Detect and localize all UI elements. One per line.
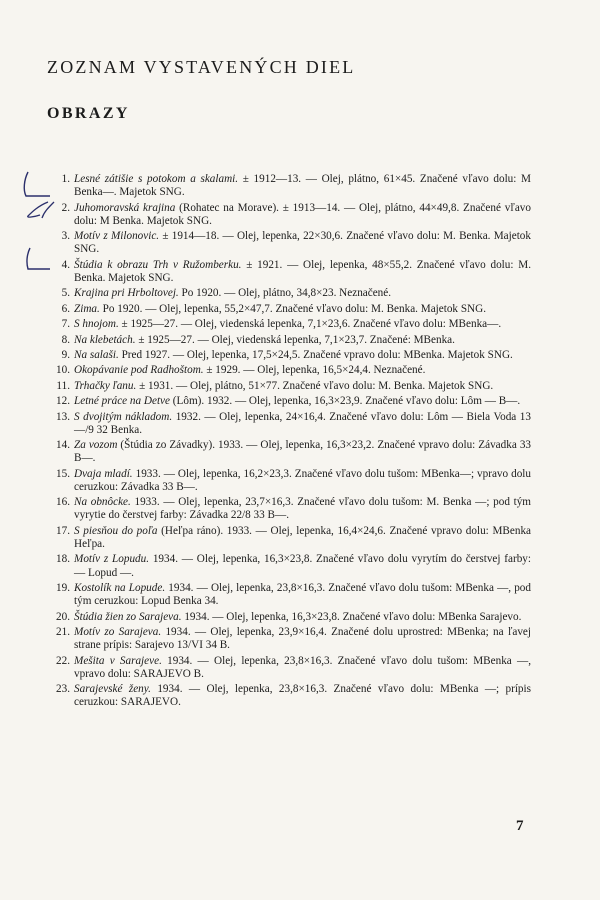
entry-details: 1934. — Olej, lepenka, 23,8×16,3. Značené vľavo dolu: MBenka —; prípis ceruzkou: SARAJEVO.: [74, 683, 531, 709]
list-item: [26, 259, 531, 285]
entry-details: ± 1931. — Olej, plátno, 51×77. Značené vľavo dolu: M. Benka. Majetok SNG.: [136, 379, 494, 392]
entry-title: Zima.: [74, 302, 100, 315]
entry-details: (Štúdia zo Závadky). 1933. — Olej, lepenka, 16,3×23,2. Značené vpravo dolu: Závadka 33 B—.: [74, 439, 532, 465]
list-item: [26, 582, 531, 608]
list-item: [26, 287, 531, 300]
entry-text: [74, 395, 531, 408]
entry-title: Na obnôcke.: [74, 496, 131, 509]
entry-text: [74, 173, 531, 199]
list-item: [26, 553, 531, 579]
entry-title: Motív z Lopudu.: [74, 553, 150, 566]
entry-details: Po 1920. — Olej, plátno, 34,8×23. Neznačené.: [178, 287, 392, 300]
entry-title: Na klebetách.: [74, 333, 136, 346]
entry-text: [74, 626, 531, 652]
entry-number: 9.: [61, 348, 70, 361]
entry-text: [74, 496, 531, 522]
list-item: [26, 496, 531, 522]
entry-text: [74, 349, 531, 362]
entry-title: Sarajevské ženy.: [74, 683, 151, 696]
entry-number: 2.: [61, 201, 70, 214]
entry-number: 6.: [61, 302, 70, 315]
entry-number: 19.: [56, 582, 70, 595]
entry-text: [74, 683, 531, 709]
list-item: [26, 611, 531, 624]
entry-details: (Rohatec na Morave). ± 1913—14. — Olej, plátno, 44×49,8. Značené vľavo dolu: M Benka. Majetok SNG.: [74, 201, 531, 227]
entry-details: 1933. — Olej, lepenka, 23,7×16,3. Značené vľavo dolu tušom: M. Benka —; pod tým vyrytie do čerstvej farby: Závadka 22/8 33 B—.: [74, 496, 532, 522]
entry-number: 22.: [56, 654, 70, 667]
entry-number: 20.: [56, 610, 70, 623]
entry-number: 21.: [56, 626, 70, 639]
entry-text: [74, 287, 531, 300]
entry-number: 1.: [61, 173, 70, 185]
entry-text: [74, 611, 531, 624]
entry-number: 15.: [56, 467, 70, 480]
list-item: [26, 395, 531, 408]
entry-number: 8.: [61, 333, 70, 346]
entry-title: Juhomoravská krajina: [74, 201, 176, 214]
entry-details: 1933. — Olej, lepenka, 16,2×23,3. Značené vľavo dolu tušom: MBenka—; vpravo dolu ceruzkou: Závadka 33 B—.: [74, 467, 531, 493]
entry-text: [74, 582, 531, 608]
entry-text: [74, 364, 531, 377]
entry-number: 12.: [56, 395, 70, 408]
entry-details: ± 1929. — Olej, lepenka, 16,5×24,4. Neznačené.: [203, 364, 426, 377]
entry-text: [74, 525, 531, 551]
entry-text: [74, 303, 531, 316]
entry-text: [74, 411, 531, 437]
list-item: [26, 202, 531, 228]
entry-title: Na salaši.: [74, 348, 119, 361]
catalogue-list: [26, 173, 531, 712]
entry-title: S piesňou do poľa: [74, 524, 158, 537]
entry-number: 13.: [56, 410, 70, 423]
list-item: [26, 626, 531, 652]
entry-text: [74, 334, 531, 347]
entry-title: Motív z Milonovic.: [74, 230, 160, 243]
list-item: [26, 364, 531, 377]
entry-number: 10.: [56, 364, 70, 377]
entry-details: ± 1914—18. — Olej, lepenka, 22×30,6. Značené vľavo dolu: M. Benka. Majetok SNG.: [74, 230, 531, 256]
list-item: [26, 655, 531, 681]
entry-title: Krajina pri Hrboltovej.: [74, 287, 179, 300]
entry-number: 5.: [61, 287, 70, 300]
entry-title: Letné práce na Detve: [74, 395, 170, 408]
list-item: [26, 380, 531, 393]
entry-text: [74, 439, 531, 465]
entry-text: [74, 553, 531, 579]
entry-number: 14.: [56, 439, 70, 452]
list-item: [26, 173, 531, 199]
entry-title: Okopávanie pod Radhoštom.: [74, 364, 204, 377]
entry-number: 23.: [56, 683, 70, 696]
entry-text: [74, 380, 531, 393]
entry-details: 1934. — Olej, lepenka, 16,3×23,8. Značené vľavo dolu: MBenka Sarajevo.: [181, 610, 522, 623]
entry-title: Za vozom: [74, 439, 118, 452]
entry-number: 11.: [56, 379, 70, 392]
entry-details: 1934. — Olej, lepenka, 23,9×16,4. Značené dolu uprostred: MBenka; na ľavej strane prípis: Sarajevo 13/VI 34 B.: [74, 626, 531, 652]
entry-details: 1934. — Olej, lepenka, 16,3×23,8. Značené vľavo dolu vyrytím do čerstvej farby: — Lopud —.: [74, 553, 531, 579]
entry-text: [74, 318, 531, 331]
entry-text: [74, 202, 531, 228]
entry-title: Mešita v Sarajeve.: [74, 654, 162, 667]
entry-text: [74, 468, 531, 494]
entry-title: Trhačky ľanu.: [74, 379, 137, 392]
entry-details: ± 1925—27. — Olej, viedenská lepenka, 7,1×23,6. Značené vľavo dolu: MBenka—.: [118, 318, 502, 331]
list-item: [26, 411, 531, 437]
entry-text: [74, 230, 531, 256]
entry-title: Lesné zátišie s potokom a skalami.: [74, 173, 239, 185]
entry-title: Motív zo Sarajeva.: [74, 626, 162, 639]
entry-text: [74, 259, 531, 285]
entry-title: Štúdia žien zo Sarajeva.: [74, 610, 182, 623]
entry-number: 18.: [56, 553, 70, 566]
list-item: [26, 349, 531, 362]
entry-number: 17.: [56, 524, 70, 537]
entry-details: ± 1921. — Olej, lepenka, 48×55,2. Značené vľavo dolu: M. Benka. Majetok SNG.: [74, 258, 531, 284]
entry-details: (Lôm). 1932. — Olej, lepenka, 16,3×23,9. Značené vľavo dolu: Lôm — B—.: [170, 395, 521, 408]
entry-details: 1932. — Olej, lepenka, 24×16,4. Značené vľavo dolu: Lôm — Biela Voda 13—/9 32 Benka.: [74, 410, 531, 436]
list-item: [26, 303, 531, 316]
entry-details: Po 1920. — Olej, lepenka, 55,2×47,7. Značené vľavo dolu: M. Benka. Majetok SNG.: [99, 302, 487, 315]
list-item: [26, 439, 531, 465]
page-title: ZOZNAM VYSTAVENÝCH DIEL: [47, 57, 356, 77]
list-item: [26, 683, 531, 709]
entry-details: 1934. — Olej, lepenka, 23,8×16,3. Značené vľavo dolu tušom: MBenka —, vpravo dolu: SARAJEVO B.: [74, 654, 531, 680]
list-item: [26, 525, 531, 551]
list-item: [26, 334, 531, 347]
page-number: 7: [516, 818, 524, 834]
list-item: [26, 468, 531, 494]
entry-number: 4.: [61, 258, 70, 271]
entry-details: 1934. — Olej, lepenka, 23,8×16,3. Značené vľavo dolu tušom: MBenka —, pod tým ceruzkou: Lopud Benka 34.: [74, 582, 531, 608]
entry-details: ± 1925—27. — Olej, viedenská lepenka, 7,1×23,7. Značené: MBenka.: [135, 333, 455, 346]
entry-title: Dvaja mladí.: [74, 467, 133, 480]
entry-details: Pred 1927. — Olej, lepenka, 17,5×24,5. Značené vpravo dolu: MBenka. Majetok SNG.: [118, 348, 513, 361]
entry-details: (Heľpa ráno). 1933. — Olej, lepenka, 16,4×24,6. Značené vpravo dolu: MBenka Heľpa.: [74, 524, 531, 551]
list-item: [26, 318, 531, 331]
entry-details: ± 1912—13. — Olej, plátno, 61×45. Značené vľavo dolu: M Benka—. Majetok SNG.: [74, 173, 531, 199]
entry-title: Kostolík na Lopude.: [74, 582, 166, 595]
list-item: [26, 230, 531, 256]
entry-number: 16.: [56, 496, 70, 509]
entry-text: [74, 655, 531, 681]
entry-title: S hnojom.: [74, 318, 119, 331]
entry-number: 3.: [61, 230, 70, 243]
entry-title: S dvojitým nákladom.: [74, 410, 173, 423]
entry-title: Štúdia k obrazu Trh v Ružomberku.: [74, 258, 242, 271]
entry-number: 7.: [61, 318, 70, 331]
section-title: OBRAZY: [47, 105, 130, 122]
